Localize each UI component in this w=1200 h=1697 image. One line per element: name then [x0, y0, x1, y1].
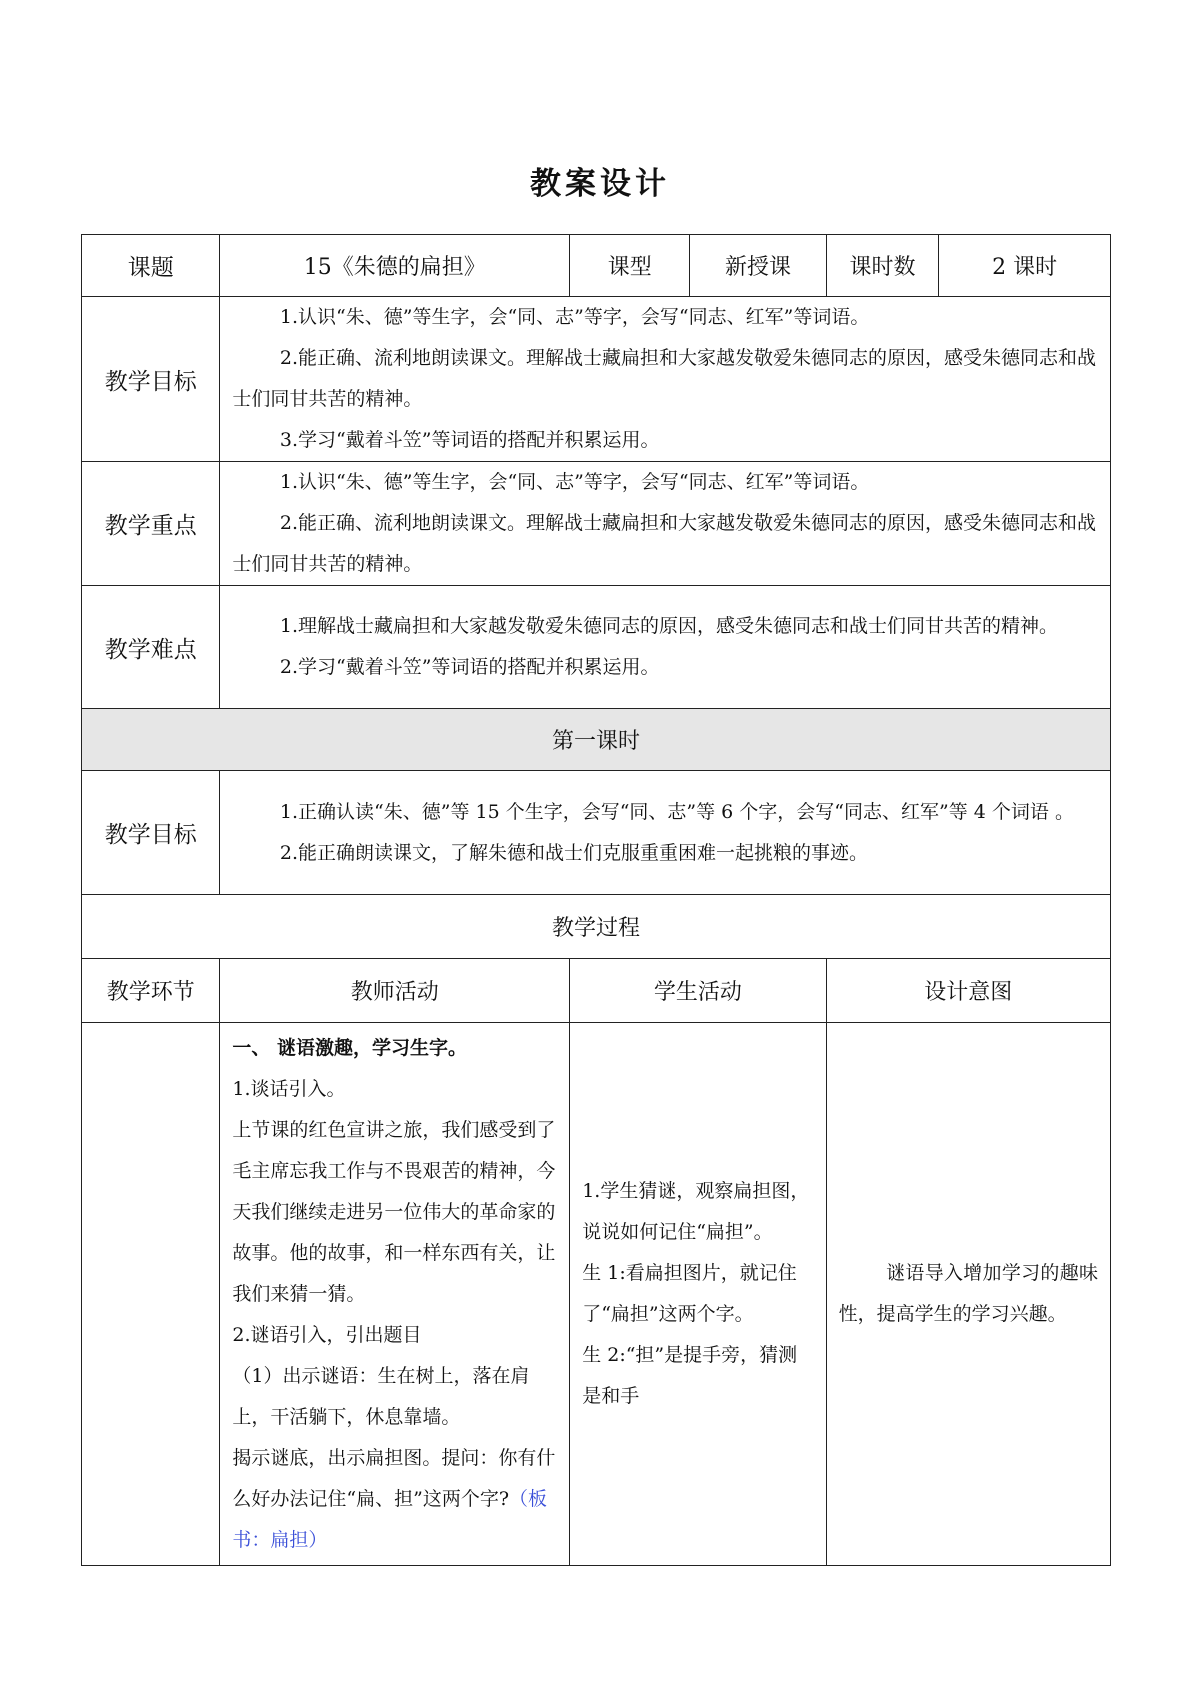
lesson1-heading-row [82, 709, 1111, 771]
teacher-section-title: 一、 谜语激趣，学习生字。 [232, 1036, 468, 1059]
student-paragraph: 生 1:看扁担图片，就记住了“扁担”这两个字。 [582, 1262, 797, 1325]
teacher-activity-cell [220, 1023, 570, 1566]
goals-item: 3.学习“戴着斗笠”等词语的搭配并积累运用。 [279, 429, 660, 451]
column-intent: 设计意图 [826, 959, 1110, 1023]
goals-item: 2.能正确、流利地朗读课文。理解战士藏扁担和大家越发敬爱朱德同志的原因，感受朱德同志和战士们同甘共苦的精神。 [232, 347, 1097, 410]
lesson1-goals-content [220, 771, 1111, 895]
column-student: 学生活动 [570, 959, 826, 1023]
design-intent-cell [826, 1023, 1110, 1566]
lesson-plan-table [81, 234, 1111, 1566]
stage-cell [82, 1023, 220, 1566]
difficulties-item: 1.理解战士藏扁担和大家越发敬爱朱德同志的原因，感受朱德同志和战士们同甘共苦的精神。 [279, 615, 1059, 637]
key-points-item: 1.认识“朱、德”等生字，会“同、志”等字，会写“同志、红军”等词语。 [279, 471, 870, 493]
teacher-step: 1.谈话引入。 [232, 1077, 346, 1100]
lesson1-heading: 第一课时 [82, 709, 1111, 771]
teacher-paragraph [232, 1438, 557, 1561]
process-columns-row [82, 959, 1111, 1023]
teacher-step: 2.谜语引入，引出题目 [232, 1323, 422, 1346]
process-row [82, 1023, 1111, 1566]
goals-content [220, 297, 1111, 462]
key-points-label: 教学重点 [82, 462, 220, 586]
difficulties-content [220, 586, 1111, 709]
teacher-paragraph: 上节课的红色宣讲之旅，我们感受到了毛主席忘我工作与不畏艰苦的精神，今天我们继续走进另一位伟大的革命家的故事。他的故事，和一样东西有关，让我们来猜一猜。 [232, 1118, 556, 1305]
page-title: 教案设计 [530, 166, 670, 202]
hours-label: 课时数 [826, 235, 939, 297]
topic-value: 15《朱德的扁担》 [220, 235, 570, 297]
header-row [82, 235, 1111, 297]
teacher-question: 揭示谜底，出示扁担图。提问：你有什么好办法记住“扁、担”这两个字? [232, 1446, 556, 1510]
type-value: 新授课 [690, 235, 826, 297]
board-note: （板书：扁担） [232, 1487, 548, 1551]
teacher-paragraph: （1）出示谜语：生在树上，落在肩上，干活躺下，休息靠墙。 [232, 1364, 530, 1428]
student-activity-cell [570, 1023, 826, 1566]
goals-row [82, 297, 1111, 462]
process-heading: 教学过程 [82, 895, 1111, 959]
lesson1-goals-row [82, 771, 1111, 895]
goals-item: 1.认识“朱、德”等生字，会“同、志”等字，会写“同志、红军”等词语。 [279, 306, 870, 328]
difficulties-item: 2.学习“戴着斗笠”等词语的搭配并积累运用。 [279, 656, 660, 678]
hours-value: 2 课时 [939, 235, 1111, 297]
key-points-item: 2.能正确、流利地朗读课文。理解战士藏扁担和大家越发敬爱朱德同志的原因，感受朱德同志和战士们同甘共苦的精神。 [232, 512, 1097, 575]
difficulties-label: 教学难点 [82, 586, 220, 709]
lesson1-goals-item: 2.能正确朗读课文，了解朱德和战士们克服重重困难一起挑粮的事迹。 [279, 841, 869, 864]
type-label: 课型 [570, 235, 690, 297]
student-paragraph: 1.学生猜谜，观察扁担图，说说如何记住“扁担”。 [582, 1180, 810, 1243]
intent-paragraph: 谜语导入增加学习的趣味性，提高学生的学习兴趣。 [838, 1262, 1098, 1325]
key-points-row [82, 462, 1111, 586]
process-heading-row [82, 895, 1111, 959]
goals-label: 教学目标 [82, 297, 220, 462]
difficulties-row [82, 586, 1111, 709]
lesson1-goals-label: 教学目标 [82, 771, 220, 895]
column-stage: 教学环节 [82, 959, 220, 1023]
student-paragraph: 生 2:“担”是提手旁，猜测是和手 [582, 1344, 798, 1407]
key-points-content [220, 462, 1111, 586]
column-teacher: 教师活动 [220, 959, 570, 1023]
lesson1-goals-item: 1.正确认读“朱、德”等 15 个生字，会写“同、志”等 6 个字，会写“同志、红军”等 4 个词语 。 [279, 800, 1074, 823]
topic-label: 课题 [82, 235, 220, 297]
